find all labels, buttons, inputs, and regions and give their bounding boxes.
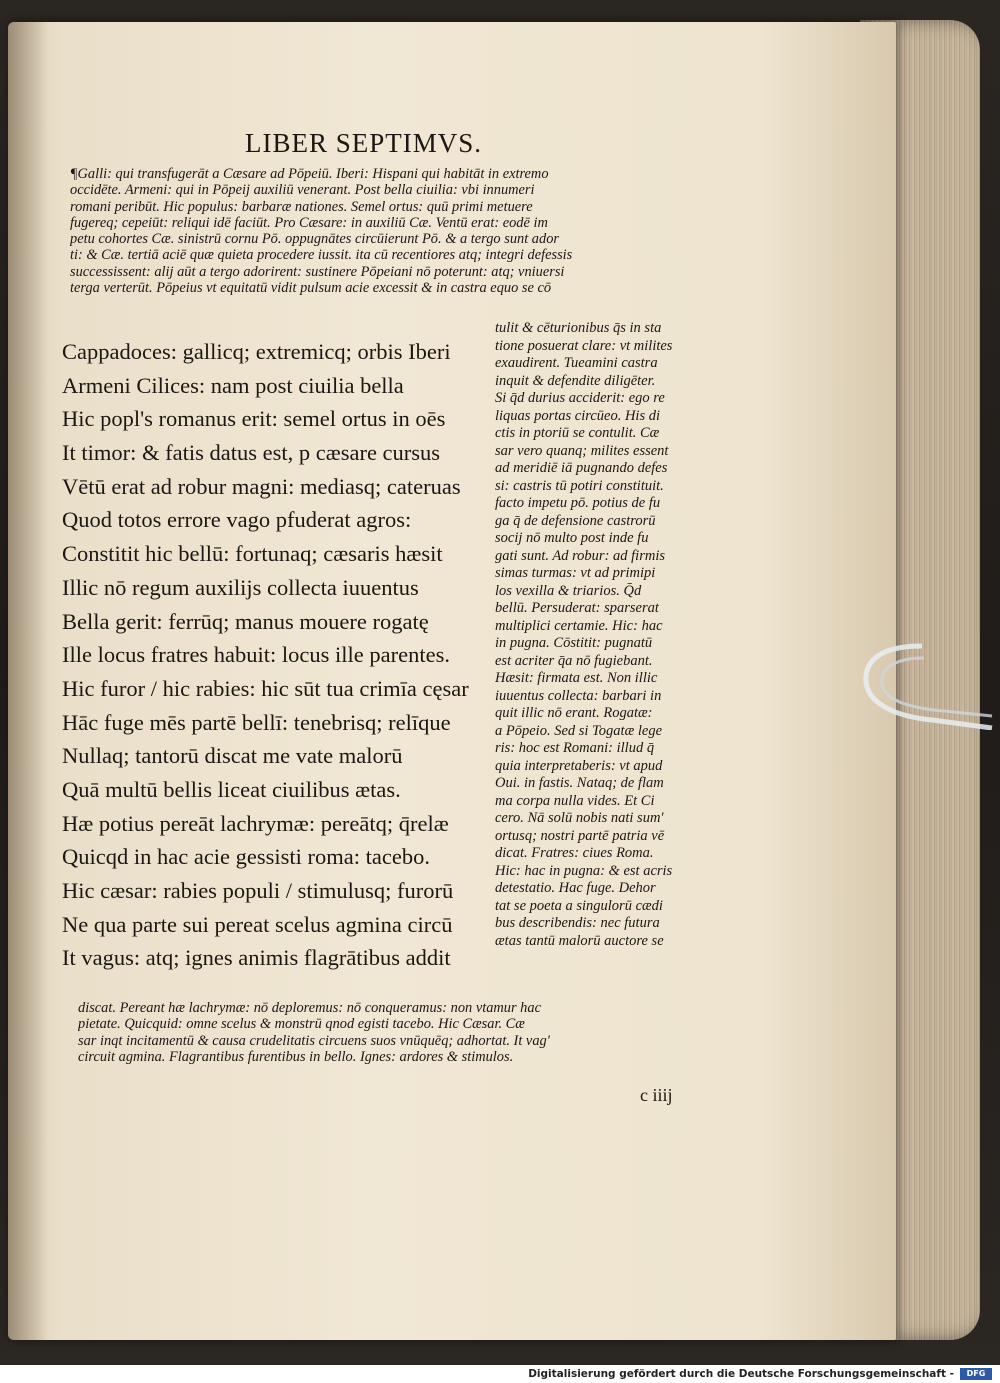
commentary-top [70,166,770,296]
footer-credit: Digitalisierung gefördert durch die Deutsche Forschungsgemeinschaft - [528,1368,954,1380]
verse-line: Hāc fuge mēs partē bellī: tenebrisq; relīque [62,709,451,735]
gloss-line: bus describendis: nec futura [495,915,660,931]
gloss-line: sar vero quanq; milites essent [495,442,669,459]
gloss-line: gati sunt. Ad robur: ad firmis [495,547,665,564]
commentary-line: occidēte. Armeni: qui in Pōpeij auxiliū venerant. Post bella ciuilia: vbi innumeri [70,182,535,199]
gloss-line: tione posuerat clare: vt milites [495,337,673,354]
gloss-line: Hic: hac in pugna: & est acris [495,862,673,879]
commentary-line: pietate. Quicquid: omne scelus & monstrū qnod egisti tacebo. Hic Cæsar. Cæ [78,1016,525,1033]
footer-bar [0,1365,1000,1383]
gloss-line: socij nō multo post inde fu [495,530,649,546]
commentary-line: circuit agmina. Flagrantibus furentibus in bello. Ignes: ardores & stimulos. [78,1048,514,1065]
gloss-line: ætas tantū malorū auctore se [495,932,664,949]
verse-line: Quod totos errore vago pfuderat agros: [62,507,412,533]
gloss-line: ortusq; nostri partē patria vē [495,827,665,844]
verse-line: Ne qua parte sui pereat scelus agmina circū [62,911,453,937]
verse-line: Ille locus fratres habuit: locus ille parentes. [62,642,450,668]
gloss-line: ctis in ptoriū se contulit. Cæ [495,425,660,441]
verse-line: Armeni Cilices: nam post ciuilia bella [62,372,404,398]
gloss-line: si: castris tū potiri constituit. [495,477,664,494]
gloss-line: los vexilla & triarios. Q̄d [495,582,642,599]
gloss-line: liquas portas circūeo. His di [495,407,661,424]
gloss-line: a Pōpeio. Sed si Togatæ lege [495,722,663,739]
commentary-line: sar inqt incitamentū & causa crudelitatis circuens suos vnūquēq; adhortat. It vag' [78,1032,550,1049]
gloss-line: Hæsit: firmata est. Non illic [495,670,658,686]
page-clip [862,640,994,730]
gloss-line: bellū. Persuderat: sparserat [495,600,659,616]
dfg-logo: DFG [960,1368,992,1380]
gloss-line: dicat. Fratres: ciues Roma. [495,845,654,861]
commentary-line: discat. Pereant hæ lachrymæ: nō deploremus: nō conqueramus: non vtamur hac [78,1000,541,1016]
gloss-line: cero. Nā solū nobis nati sum' [495,810,664,826]
verse-line: Hæ potius pereāt lachrymæ: pereātq; q̄relæ [62,810,449,836]
verse-line: Illic nō regum auxilijs collecta iuuentus [62,574,419,600]
margin-gloss [495,320,770,950]
gloss-line: tulit & cēturionibus q̄s in sta [495,320,662,336]
verse-line: Cappadoces: gallicq; extremicq; orbis Iberi [62,339,451,364]
gloss-line: tat se poeta a singulorū cædi [495,897,663,914]
gloss-line: ad meridiē iā pugnando defes [495,460,668,476]
commentary-line: ti: & Cæ. tertiā aciē quæ quieta procedere iussit. ita cū recentiores atq; integri defessis [70,247,573,264]
running-head: LIBER SEPTIMVS. [245,128,483,158]
gloss-line: Si q̄d durius acciderit: ego re [495,390,665,406]
gloss-line: in pugna. Cōstitit: pugnatū [495,635,653,651]
gloss-line: iuuentus collecta: barbari in [495,687,662,704]
verse-line: Constitit hic bellū: fortunaq; cæsaris hæsit [62,541,443,567]
gloss-line: ma corpa nulla vides. Et Ci [495,792,655,809]
commentary-line: ¶Galli: qui transfugerāt a Cæsare ad Pōpeiū. Iberi: Hispani qui habitāt in extremo [70,166,549,182]
signature-mark: c iiij [640,1085,673,1105]
verse-block [62,335,492,975]
verse-line: Hic furor / hic rabies: hic sūt tua crimīa cęsar [62,675,469,701]
verse-line: Hic cæsar: rabies populi / stimulusq; furorū [62,878,454,903]
verse-line: Quicqd in hac acie gessisti roma: tacebo. [62,844,430,870]
verse-line: Nullaq; tantorū discat me vate malorū [62,743,403,769]
commentary-bottom [78,1000,768,1065]
verse-line: Quā multū bellis liceat ciuilibus ætas. [62,776,401,802]
gutter-shadow [8,22,48,1340]
commentary-line: terga verterūt. Pōpeius vt equitatū vidit pulsum acie excessit & in castra equo se cō [70,280,552,297]
commentary-line: petu cohortes Cæ. sinistrū cornu Pō. oppugnātes circūierunt Pō. & a tergo sunt ador [70,231,559,248]
gloss-line: exaudirent. Tueamini castra [495,355,658,371]
gloss-line: simas turmas: vt ad primipi [495,565,656,581]
gloss-line: est acriter q̄a nō fugiebant. [495,652,653,669]
commentary-line: fugereq; cepeiūt: reliqui idē faciūt. Pro Cæsare: in auxiliū Cæ. Ventū erat: eodē im [70,214,548,231]
commentary-line: romani peribūt. Hic populus: barbaræ nationes. Semel ortus: quū primi metuere [70,198,533,215]
verse-line: Hic popl's romanus erit: semel ortus in oēs [62,406,446,432]
verse-line: Bella gerit: ferrūq; manus mouere rogatę [62,608,429,634]
verse-line: It timor: & fatis datus est, p cæsare cursus [62,440,441,466]
gloss-line: ris: hoc est Romani: illud q̄ [495,740,655,756]
gloss-line: quit illic nō erant. Rogatæ: [495,705,653,721]
verse-line: Vētū erat ad robur magni: mediasq; cateruas [62,473,461,499]
gloss-line: inquit & defendite diligēter. [495,372,656,389]
gloss-line: multiplici certamie. Hic: hac [495,617,663,634]
gloss-line: quia interpretaberis: vt apud [495,757,663,774]
gloss-line: detestatio. Hac fuge. Dehor [495,880,656,896]
gloss-line: facto impetu pō. potius de fu [495,495,661,511]
gloss-line: Oui. in fastis. Nataq; de flam [495,775,664,791]
gloss-line: ga q̄ de defensione castrorū [495,512,656,529]
verse-line: It vagus: atq; ignes animis flagrātibus addit [62,945,451,971]
commentary-line: successissent: alij aūt a tergo adorirent: sustinere Pōpeiani nō poterunt: atq; vniuersi [70,263,565,280]
